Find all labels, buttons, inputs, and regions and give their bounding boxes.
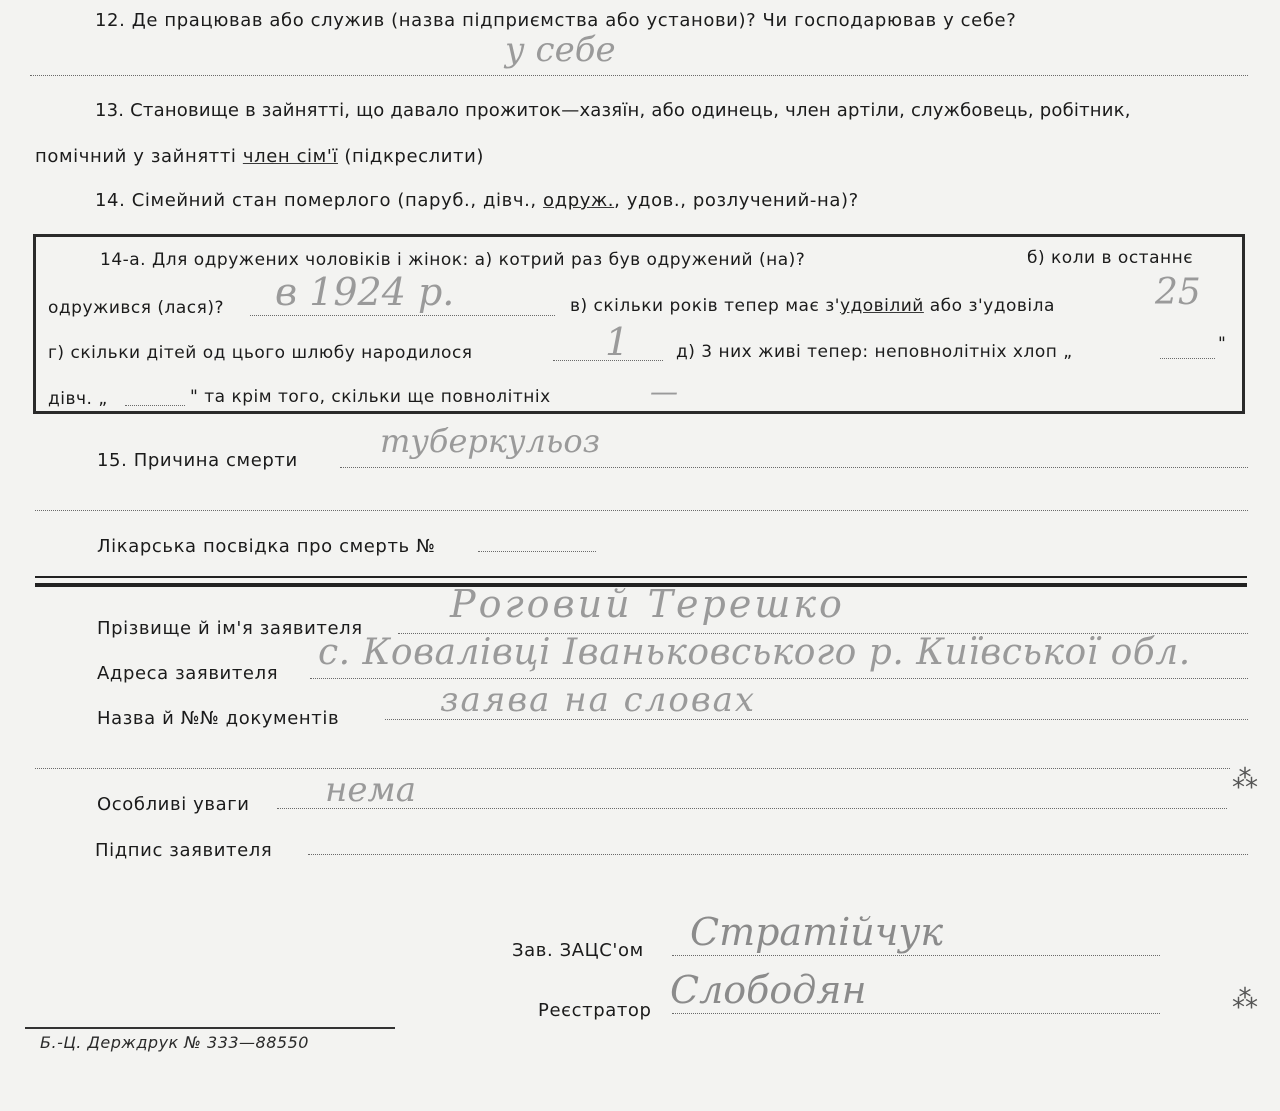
cause-line-1: [340, 467, 1248, 468]
answer-line-12: [30, 75, 1248, 76]
applicant-address: с. Ковалівці Іваньковського р. Київської обл.: [318, 632, 1191, 673]
question-15: 15. Причина смерти: [97, 450, 298, 471]
signature-line: [308, 854, 1248, 855]
registrar-signature: Слободян: [670, 968, 867, 1012]
registrar-label: Реєстратор: [538, 1000, 652, 1021]
footer-rule: [25, 1027, 395, 1029]
notes-label: Особливі уваги: [97, 794, 250, 815]
answer-12: у себе: [505, 30, 616, 70]
question-14a-line3c: ": [1218, 334, 1227, 354]
head-label: Зав. ЗАЦС'ом: [512, 940, 644, 961]
notes-value: нема: [325, 770, 416, 810]
cause-line-2: [35, 510, 1248, 511]
question-13-line1: 13. Становище в зайнятті, що давало прожиток—хазяїн, або одинець, член артіли, службовець, робітник,: [95, 100, 1131, 121]
question-14a-line3b: д) 3 них живі тепер: неповнолітніх хлоп „: [676, 342, 1073, 362]
question-14: [95, 190, 859, 211]
question-13-text-a: помічний у зайнятті: [35, 146, 243, 167]
question-14-underlined: одруж.: [543, 190, 615, 211]
printer-imprint: Б.-Ц. Держдрук № 333—88550: [40, 1033, 309, 1052]
question-14a-line2a: одружився (лася)?: [48, 298, 225, 318]
question-14a-line3a: г) скільки дітей од цього шлюбу народилося: [48, 343, 473, 363]
year-line: [250, 315, 555, 316]
applicant-name: Роговий Терешко: [450, 582, 845, 626]
documents-line-2: [35, 768, 1230, 769]
question-14a-line2b-b: або з'удовіла: [923, 296, 1055, 316]
question-13-text-b: (підкреслити): [338, 146, 485, 167]
question-14a-underlined: удовілий: [839, 296, 924, 316]
answer-adults: —: [650, 375, 678, 408]
answer-age: 25: [1155, 272, 1201, 313]
signature-label: Підпис заявителя: [95, 840, 273, 861]
question-14a-line4b: " та крім того, скільки ще повнолітніх: [190, 387, 551, 407]
answer-children: 1: [605, 320, 630, 364]
answer-cause: туберкульоз: [380, 422, 601, 460]
documents-label: Назва й №№ документів: [97, 708, 340, 729]
certificate-line: [478, 551, 596, 552]
documents-value: заява на словах: [440, 680, 757, 720]
applicant-name-label: Прізвище й ім'я заявителя: [97, 618, 363, 639]
answer-marriage-year: в 1924 р.: [275, 270, 455, 314]
question-14a-line2b-a: в) скільки років тепер має з': [570, 296, 840, 316]
question-14a-line1b: б) коли в останнє: [1027, 248, 1194, 268]
question-13-underlined: член сім'ї: [242, 146, 338, 167]
head-line: [672, 955, 1160, 956]
certificate-label: Лікарська посвідка про смерть №: [97, 536, 436, 557]
girls-line: [125, 405, 185, 406]
notes-line: [277, 808, 1227, 809]
question-14-text-a: 14. Сімейний стан померлого (паруб., дівч.,: [95, 190, 544, 211]
question-14a-line2b: [570, 296, 1055, 316]
applicant-address-label: Адреса заявителя: [97, 663, 279, 684]
boys-line: [1160, 358, 1215, 359]
question-14a-line1a: 14-а. Для одружених чоловіків і жінок: а) котрий раз був одружений (на)?: [100, 250, 806, 270]
question-14a-line4a: дівч. „: [48, 389, 108, 409]
ink-mark-2: ⁂: [1232, 985, 1258, 1015]
section-divider-top: [35, 576, 1247, 578]
question-13-line2: [35, 146, 484, 167]
question-12: 12. Де працював або служив (назва підприємства або установи)? Чи господарював у себе?: [95, 10, 1017, 31]
applicant-address-line: [310, 678, 1248, 679]
head-signature: Стратійчук: [690, 910, 944, 954]
registrar-line: [672, 1013, 1160, 1014]
question-14-text-b: , удов., розлучений-на)?: [614, 190, 859, 211]
ink-mark-1: ⁂: [1232, 765, 1258, 795]
